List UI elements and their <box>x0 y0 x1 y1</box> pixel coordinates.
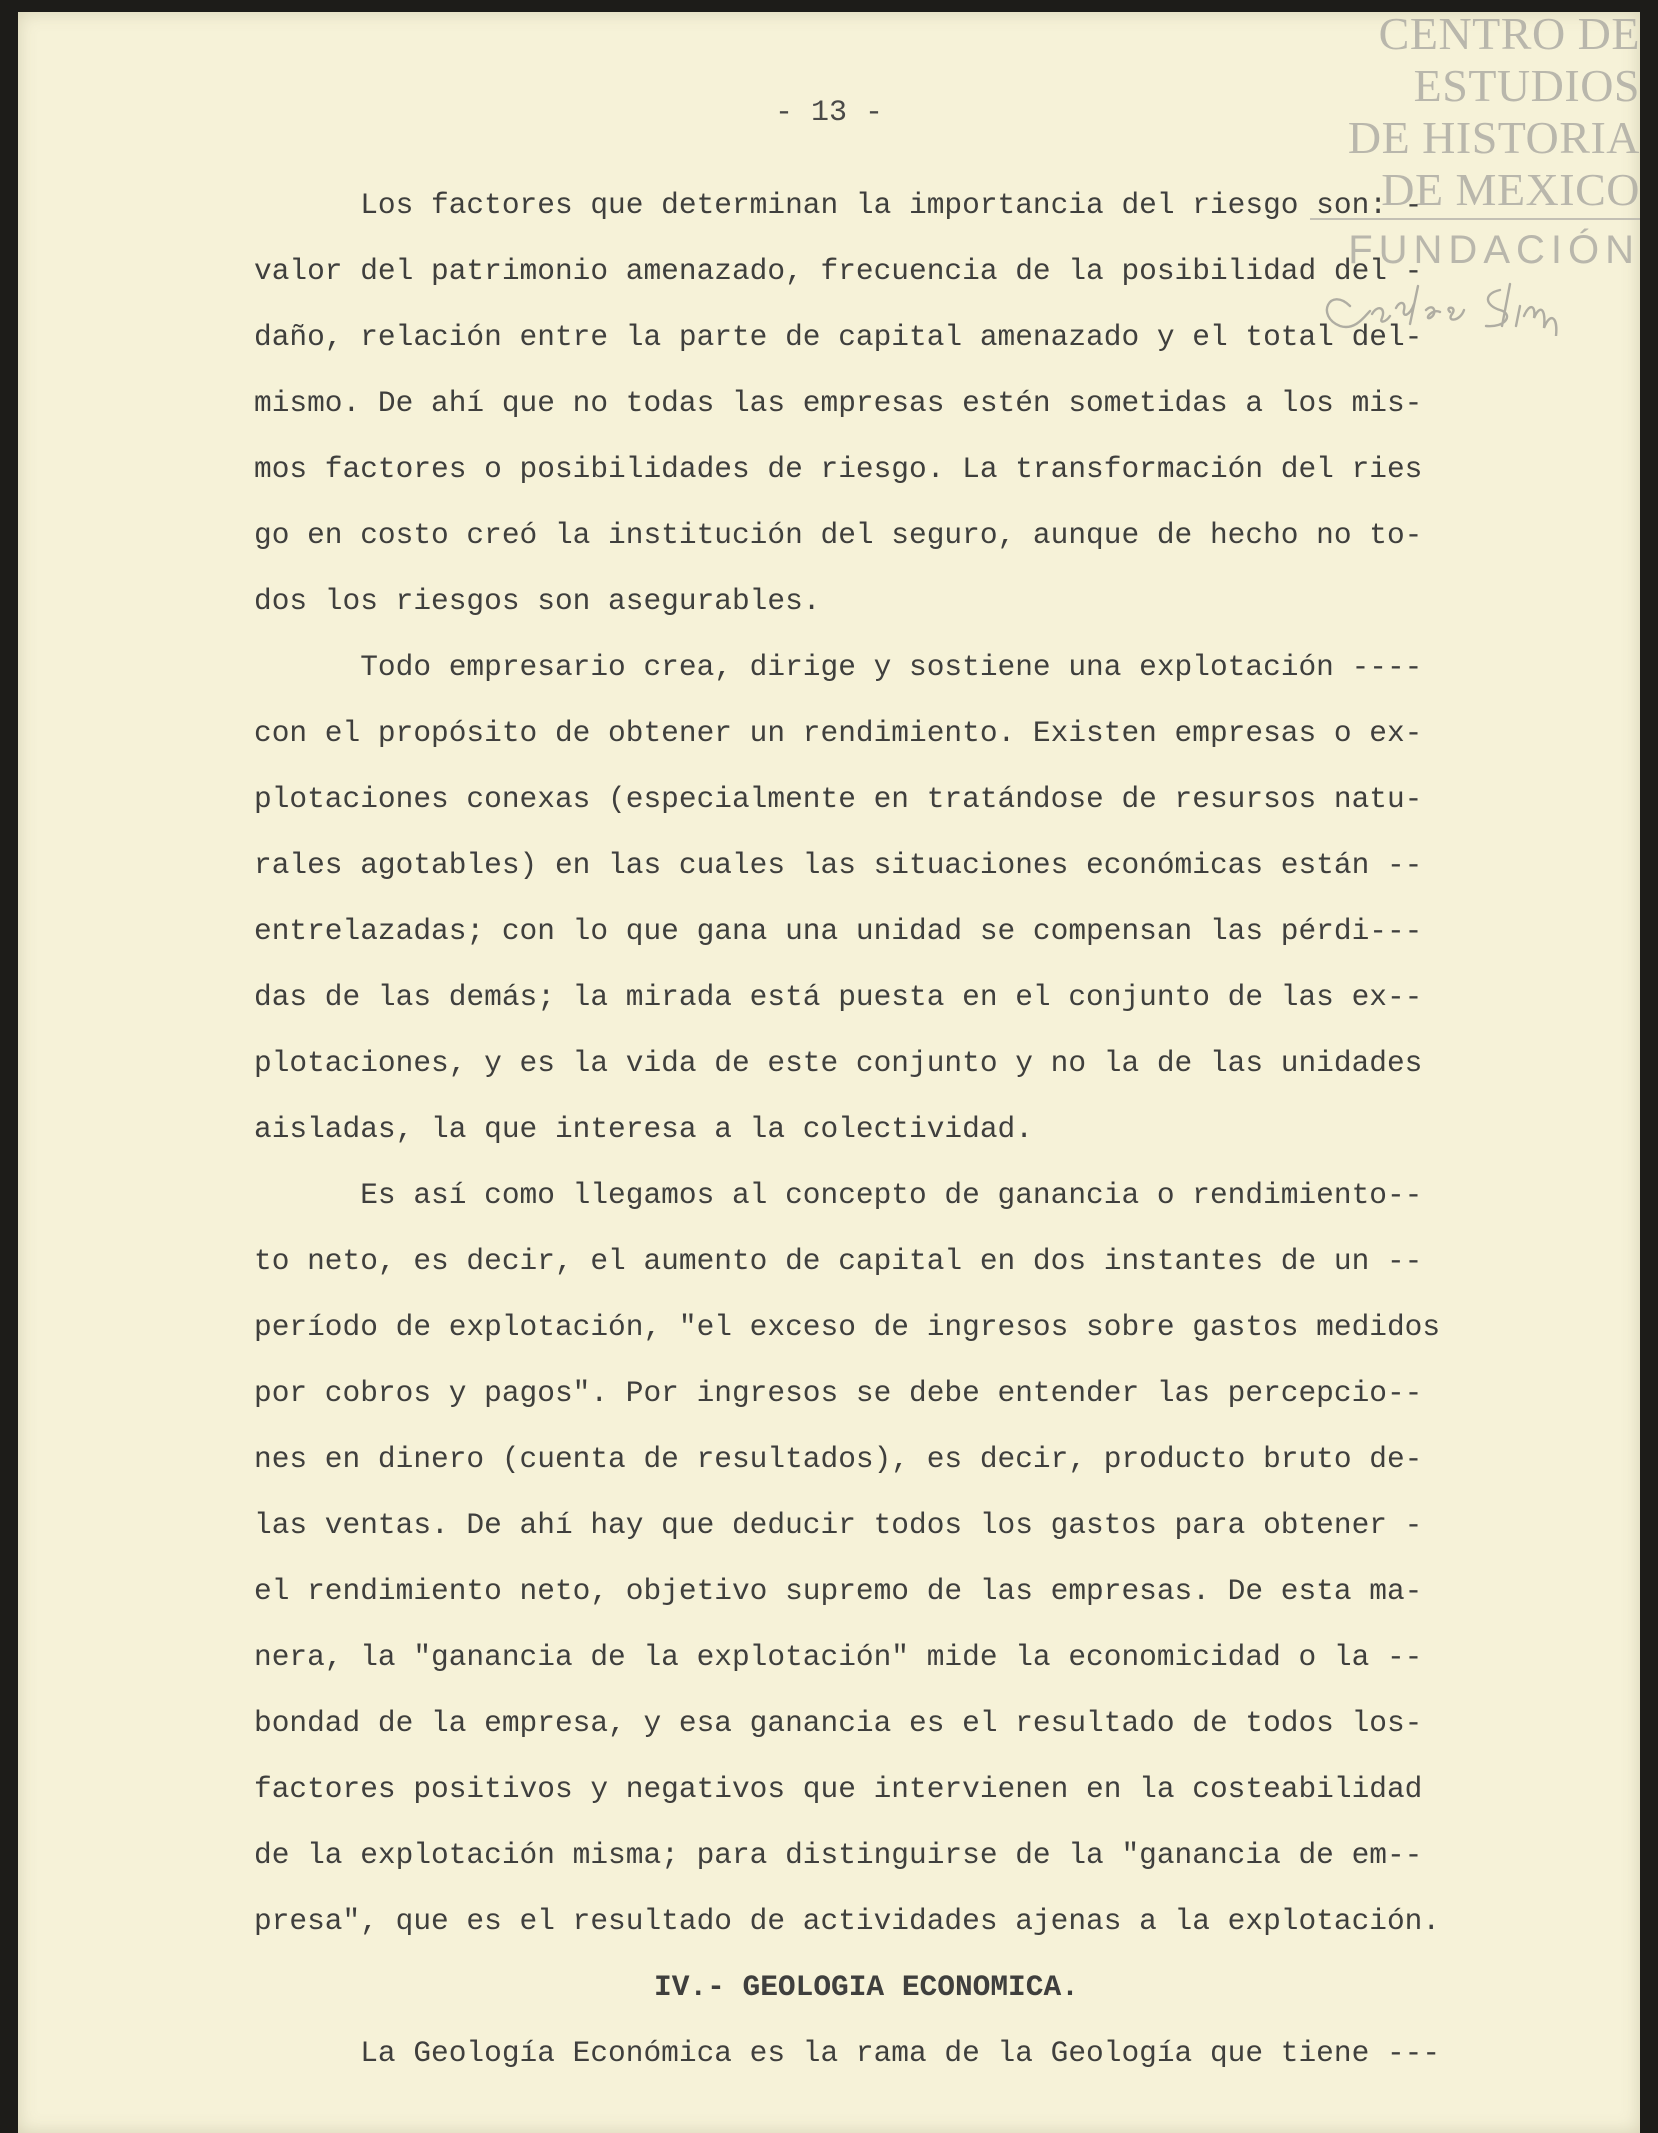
text-line: de la explotación misma; para distinguirse de la "ganancia de em-- <box>254 1838 1423 1872</box>
text-line: dos los riesgos son asegurables. <box>254 584 821 618</box>
watermark-line-2: ESTUDIOS <box>1413 60 1640 111</box>
text-line: entrelazadas; con lo que gana una unidad se compensan las pérdi--- <box>254 914 1423 948</box>
text-line: presa", que es el resultado de actividades ajenas a la explotación. <box>254 1904 1441 1938</box>
watermark-line-4: DE MEXICO <box>1381 164 1640 215</box>
text-line: bondad de la empresa, y esa ganancia es el resultado de todos los- <box>254 1706 1423 1740</box>
text-line: Es así como llegamos al concepto de ganancia o rendimiento-- <box>254 1178 1423 1212</box>
text-line: plotaciones conexas (especialmente en tratándose de resursos natu- <box>254 782 1423 816</box>
text-line: rales agotables) en las cuales las situaciones económicas están -- <box>254 848 1423 882</box>
watermark-foundation: FUNDACIÓN <box>1310 218 1640 276</box>
text-line: das de las demás; la mirada está puesta en el conjunto de las ex-- <box>254 980 1423 1014</box>
text-line: las ventas. De ahí hay que deducir todos los gastos para obtener - <box>254 1508 1423 1542</box>
page-number: - 13 - <box>774 96 884 130</box>
text-line: Los factores que determinan la importancia del riesgo son: - <box>254 188 1423 222</box>
text-line: valor del patrimonio amenazado, frecuencia de la posibilidad del - <box>254 254 1423 288</box>
text-line: Todo empresario crea, dirige y sostiene una explotación ---- <box>254 650 1423 684</box>
text-line: aisladas, la que interesa a la colectividad. <box>254 1112 1033 1146</box>
text-line: nera, la "ganancia de la explotación" mide la economicidad o la -- <box>254 1640 1423 1674</box>
document-body <box>254 172 1554 2086</box>
text-line: nes en dinero (cuenta de resultados), es decir, producto bruto de- <box>254 1442 1423 1476</box>
text-line: plotaciones, y es la vida de este conjunto y no la de las unidades <box>254 1046 1423 1080</box>
text-line: La Geología Económica es la rama de la Geología que tiene --- <box>254 2036 1441 2070</box>
text-line: daño, relación entre la parte de capital amenazado y el total del- <box>254 320 1423 354</box>
watermark-line-3: DE HISTORIA <box>1347 112 1640 163</box>
text-line: mismo. De ahí que no todas las empresas estén sometidas a los mis- <box>254 386 1423 420</box>
text-line: mos factores o posibilidades de riesgo. La transformación del ries <box>254 452 1423 486</box>
text-line: to neto, es decir, el aumento de capital en dos instantes de un -- <box>254 1244 1423 1278</box>
text-line: go en costo creó la institución del seguro, aunque de hecho no to- <box>254 518 1423 552</box>
text-line: con el propósito de obtener un rendimiento. Existen empresas o ex- <box>254 716 1423 750</box>
text-line: el rendimiento neto, objetivo supremo de las empresas. De esta ma- <box>254 1574 1423 1608</box>
text-line: por cobros y pagos". Por ingresos se debe entender las percepcio-- <box>254 1376 1423 1410</box>
section-heading: IV.- GEOLOGIA ECONOMICA. <box>654 1970 1079 2004</box>
text-line: período de explotación, "el exceso de ingresos sobre gastos medidos <box>254 1310 1441 1344</box>
text-line: factores positivos y negativos que intervienen en la costeabilidad <box>254 1772 1423 1806</box>
watermark-line-1: CENTRO DE <box>1378 8 1640 59</box>
